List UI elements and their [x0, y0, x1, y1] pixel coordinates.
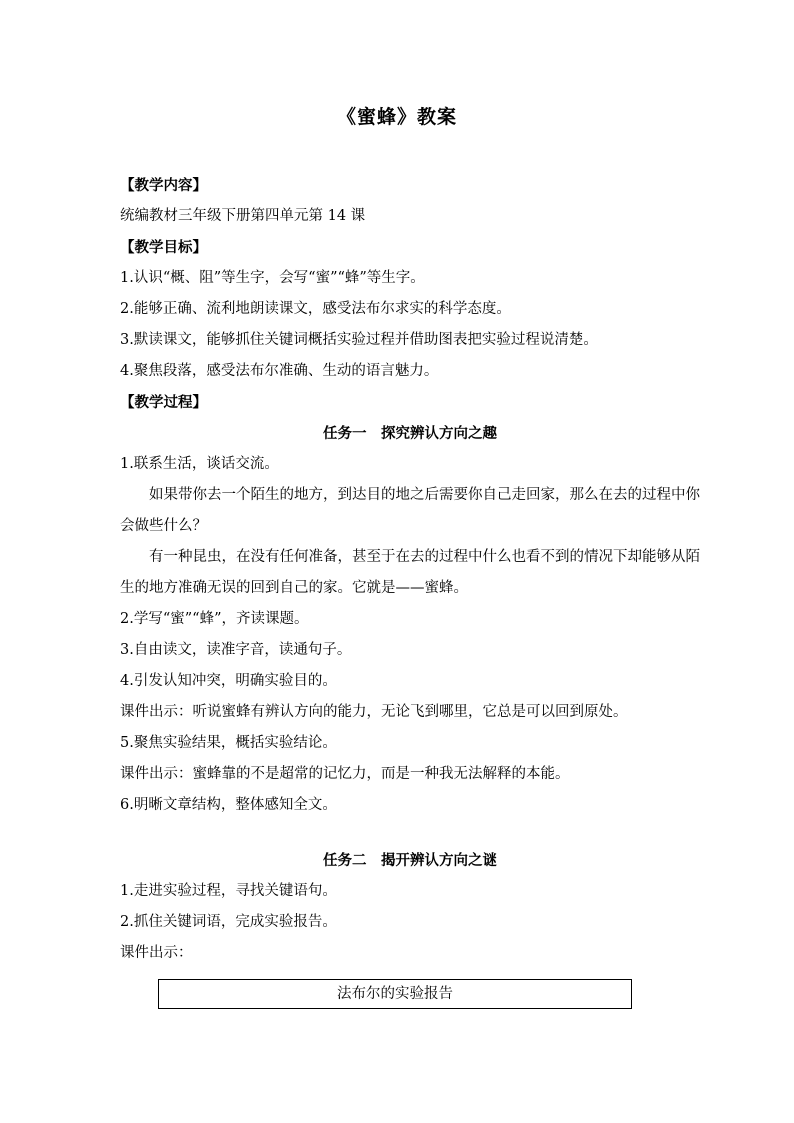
goal-item: 3.默读课文，能够抓住关键词概括实验过程并借助图表把实验过程说清楚。 [120, 332, 598, 348]
courseware-text: 课件出示：听说蜜蜂有辨认方向的能力，无论飞到哪里，它总是可以回到原处。 [120, 704, 628, 720]
courseware-label: 课件出示： [120, 945, 193, 961]
task1-step: 6.明晰文章结构，整体感知全文。 [120, 797, 337, 813]
task2-step: 2.抓住关键词语，完成实验报告。 [120, 914, 337, 930]
section-heading-process: 【教学过程】 [120, 394, 207, 411]
goal-item: 2.能够正确、流利地朗读课文，感受法布尔求实的科学态度。 [120, 301, 511, 317]
goal-item: 1.认识“概、阻”等生字，会写“蜜”“蜂”等生字。 [120, 270, 425, 286]
task1-step: 3.自由读文，读准字音，读通句子。 [120, 642, 352, 658]
courseware-text: 课件出示：蜜蜂靠的不是超常的记忆力，而是一种我无法解释的本能。 [120, 766, 570, 782]
task1-paragraph: 有一种昆虫，在没有任何准备，甚至于在去的过程中什么也看不到的情况下却能够从陌生的地方准确无误的回到自己的家。它就是——蜜蜂。 [120, 549, 700, 596]
task1-step: 1.联系生活，谈话交流。 [120, 456, 279, 472]
task1-step: 5.聚焦实验结果，概括实验结论。 [120, 735, 337, 751]
content-text: 统编教材三年级下册第四单元第 14 课 [120, 208, 366, 224]
experiment-report-box: 法布尔的实验报告 [158, 979, 632, 1009]
section-spacer [120, 821, 700, 845]
task1-title: 任务一 探究辨认方向之趣 [323, 425, 497, 442]
task1-step: 4.引发认知冲突，明确实验目的。 [120, 673, 337, 689]
section-heading-content: 【教学内容】 [120, 177, 207, 194]
task2-title: 任务二 揭开辨认方向之谜 [323, 852, 497, 869]
task2-step: 1.走进实验过程，寻找关键语句。 [120, 883, 337, 899]
section-heading-goals: 【教学目标】 [120, 239, 207, 256]
document-title: 《蜜蜂》教案 [336, 106, 457, 128]
task1-paragraph: 如果带你去一个陌生的地方，到达目的地之后需要你自己走回家，那么在去的过程中你会做些什么？ [120, 487, 700, 534]
document-body [120, 170, 700, 969]
task1-step: 2.学写“蜜”“蜂”，齐读课题。 [120, 611, 309, 627]
goal-item: 4.聚焦段落，感受法布尔准确、生动的语言魅力。 [120, 363, 439, 379]
